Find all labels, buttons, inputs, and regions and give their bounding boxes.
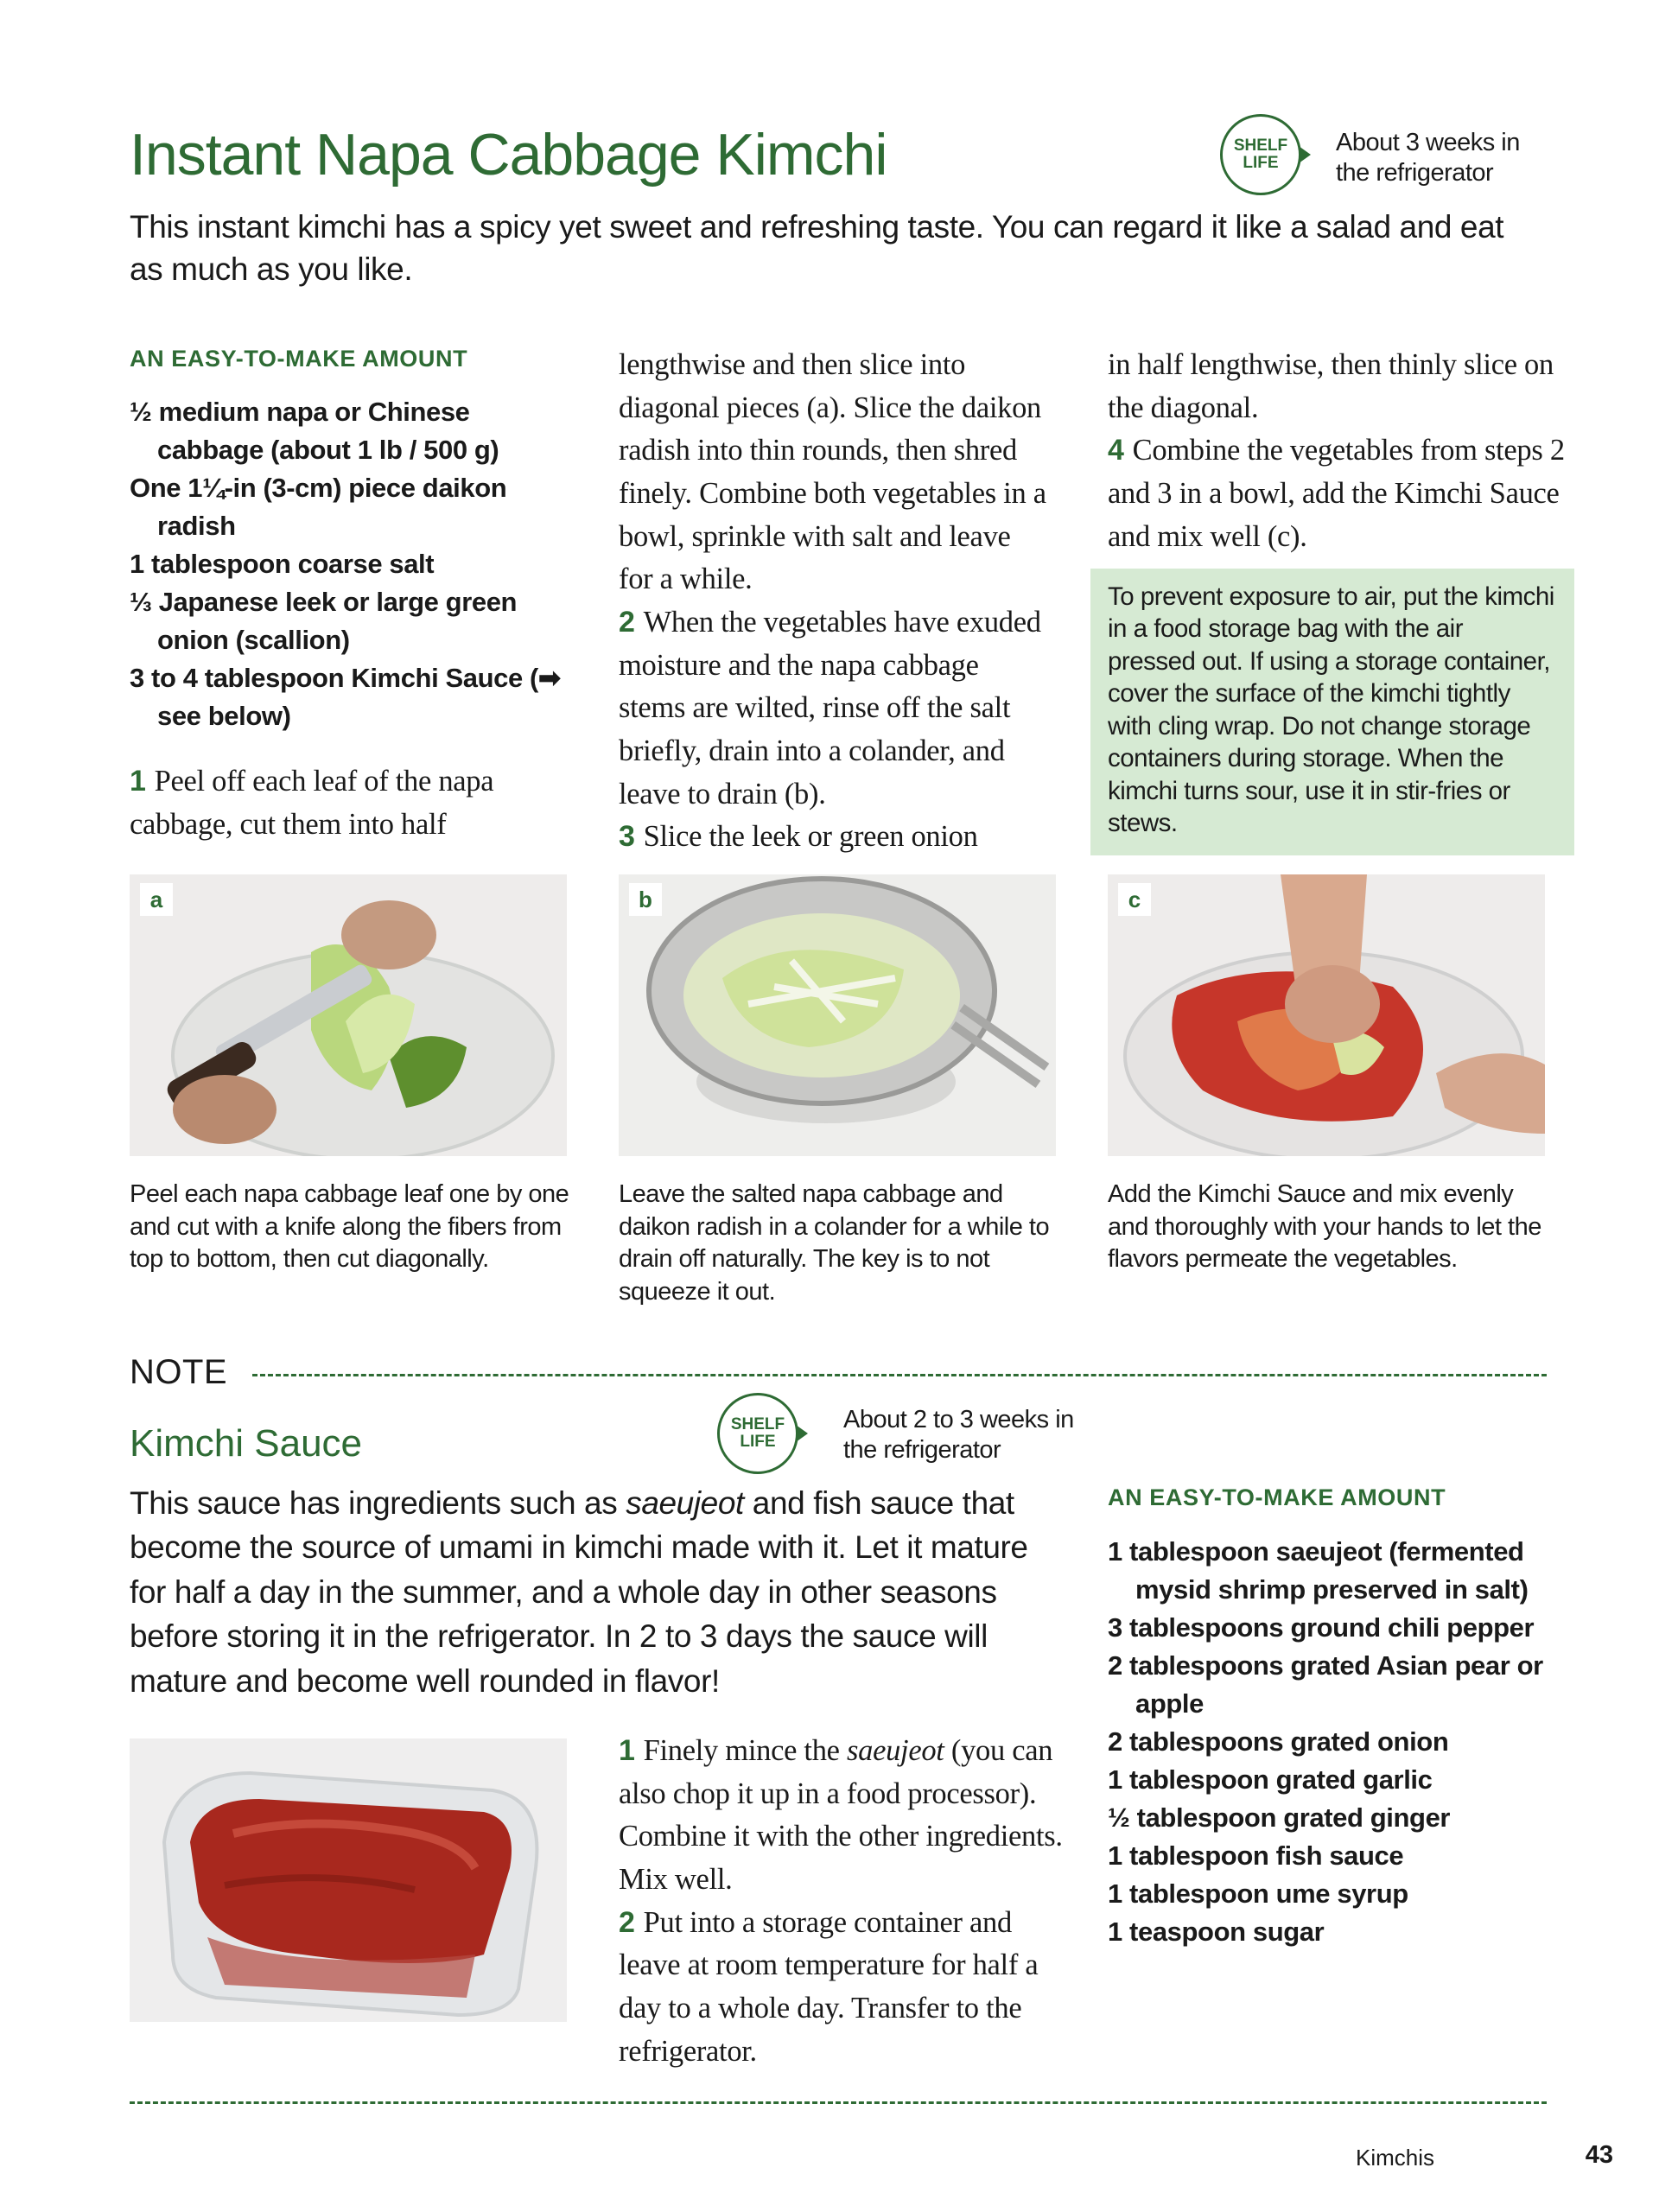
storage-tip-box: To prevent exposure to air, put the kimchi in a food storage bag with the air pressed out. If using a storage container, cover the surface of the kimchi tightly with cling wrap. Do not change storage containers during storage. When the kimchi turns sour, use it in stir-fries or stews. bbox=[1090, 569, 1574, 855]
step-1-part-a: Peel off each leaf of the napa cabbage, cut them into half bbox=[130, 765, 494, 841]
sauce-shelf-life-badge: SHELF LIFE bbox=[717, 1393, 798, 1474]
shelf-life-text: About 3 weeks in the refrigerator bbox=[1336, 129, 1520, 188]
photo-label: a bbox=[140, 883, 173, 916]
photo-label: b bbox=[629, 883, 662, 916]
amount-heading: AN EASY-TO-MAKE AMOUNT bbox=[130, 346, 468, 372]
sauce-step-1: 1 Finely mince the saeujeot (you can also chop it up in a food processor). Combine it with the other ingredients. Mix well. bbox=[619, 1734, 1063, 1897]
step-1 bbox=[130, 760, 553, 846]
ingredient-item: 1 tablespoon grated garlic bbox=[1108, 1764, 1433, 1796]
step-number: 1 bbox=[130, 765, 146, 798]
sauce-ingredient-list bbox=[1108, 1533, 1548, 1951]
ingredient-item: One 1¼-in (3-cm) piece daikon radish bbox=[130, 473, 507, 542]
photo-b-image bbox=[619, 874, 1056, 1156]
step-number: 2 bbox=[619, 606, 635, 639]
bottom-divider bbox=[130, 2101, 1547, 2104]
recipe-intro: This instant kimchi has a spicy yet sweet and refreshing taste. You can regard it like a salad and eat as much as you like. bbox=[130, 209, 1504, 288]
photo-c-image bbox=[1108, 874, 1545, 1156]
ingredient-list bbox=[130, 393, 570, 735]
recipe-title: Instant Napa Cabbage Kimchi bbox=[130, 122, 887, 188]
shelf-life-badge: SHELF LIFE bbox=[1220, 114, 1301, 195]
ingredient-item: 1 tablespoon ume syrup bbox=[1108, 1878, 1408, 1910]
photo-c-caption: Add the Kimchi Sauce and mix evenly and thoroughly with your hands to let the flavors permeate the vegetables. bbox=[1108, 1180, 1541, 1274]
sauce-step-2: 2 Put into a storage container and leave at room temperature for half a day to a whole day. Transfer to the refrigerator. bbox=[619, 1905, 1039, 2068]
step-text: When the vegetables have exuded moisture and the napa cabbage stems are wilted, rinse off the salt briefly, drain into a colander, and leave to drain (b). bbox=[619, 606, 1041, 810]
ingredient-item: 1 tablespoon coarse salt bbox=[130, 549, 435, 580]
sauce-steps bbox=[619, 1730, 1068, 2073]
ingredient-item: ⅓ Japanese leek or large green onion (scallion) bbox=[130, 587, 518, 656]
step-1-continued bbox=[619, 344, 1051, 859]
photo-b-caption: Leave the salted napa cabbage and daikon radish in a colander for a while to drain off naturally. The key is to not squeeze it out. bbox=[619, 1180, 1050, 1306]
photo-a-image bbox=[130, 874, 567, 1156]
ingredient-item: 1 tablespoon saeujeot (fermented mysid shrimp preserved in salt) bbox=[1108, 1536, 1529, 1605]
ingredient-item: 1 teaspoon sugar bbox=[1108, 1916, 1325, 1948]
step-number: 4 bbox=[1108, 434, 1124, 467]
ingredient-item: 1 tablespoon fish sauce bbox=[1108, 1840, 1404, 1872]
ingredient-item: 3 tablespoons ground chili pepper bbox=[1108, 1612, 1535, 1643]
sauce-intro: This sauce has ingredients such as saeujeot and fish sauce that become the source of umami in kimchi made with it. Let it mature for half a day in the summer, and a whole day in other seasons before storing it in the refrigerator. In 2 to 3 days the sauce will mature and become well rounded in flavor! bbox=[130, 1485, 1028, 1699]
sauce-title: Kimchi Sauce bbox=[130, 1422, 363, 1465]
page-number: 43 bbox=[1585, 2141, 1613, 2169]
step-3-continued bbox=[1108, 344, 1574, 558]
photo-a-caption: Peel each napa cabbage leaf one by one and cut with a knife along the fibers from top to bottom, then cut diagonally. bbox=[130, 1180, 569, 1274]
ingredient-item: 3 to 4 tablespoon Kimchi Sauce (➡ see below) bbox=[130, 663, 561, 732]
footer-section: Kimchis bbox=[1355, 2145, 1434, 2171]
photo-a bbox=[130, 874, 567, 1156]
step-3-part-b: in half lengthwise, then thinly slice on the diagonal. bbox=[1108, 348, 1554, 424]
step-1-part-b: lengthwise and then slice into diagonal pieces (a). Slice the daikon radish into thin rounds, then shred finely. Combine both vegetables in a bowl, sprinkle with salt and leave for a while. bbox=[619, 348, 1046, 596]
step-3-part-a: Slice the leek or green onion bbox=[643, 820, 978, 854]
photo-b bbox=[619, 874, 1056, 1156]
photo-c bbox=[1108, 874, 1545, 1156]
sauce-shelf-life-text: About 2 to 3 weeks in the refrigerator bbox=[843, 1406, 1074, 1465]
step-number: 3 bbox=[619, 820, 635, 854]
ingredient-item: ½ medium napa or Chinese cabbage (about 1 lb / 500 g) bbox=[130, 397, 499, 466]
step-text: Combine the vegetables from steps 2 and 3 in a bowl, add the Kimchi Sauce and mix well (c). bbox=[1108, 434, 1565, 553]
note-divider bbox=[252, 1374, 1547, 1376]
ingredient-item: ½ tablespoon grated ginger bbox=[1108, 1802, 1451, 1834]
sauce-photo bbox=[130, 1738, 567, 2022]
photo-label: c bbox=[1118, 883, 1151, 916]
ingredient-item: 2 tablespoons grated onion bbox=[1108, 1726, 1449, 1758]
ingredient-item: 2 tablespoons grated Asian pear or apple bbox=[1108, 1650, 1543, 1719]
sauce-amount-heading: AN EASY-TO-MAKE AMOUNT bbox=[1108, 1484, 1446, 1510]
sauce-container-image bbox=[130, 1738, 567, 2022]
note-label: NOTE bbox=[130, 1353, 228, 1391]
